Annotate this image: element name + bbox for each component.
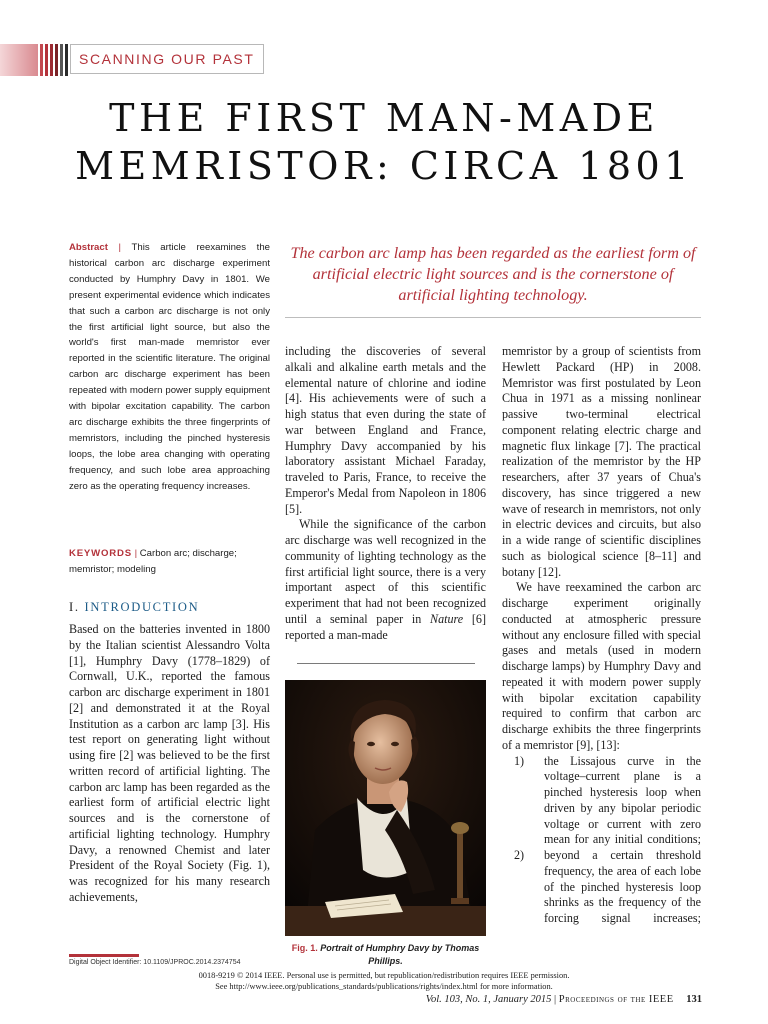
article-title bbox=[0, 94, 768, 190]
paragraph bbox=[285, 517, 486, 643]
journal-name: Nature bbox=[430, 611, 464, 626]
copyright-line-1: 0018-9219 © 2014 IEEE. Personal use is permitted, but republication/redistribution requires IEEE permission. bbox=[198, 971, 570, 980]
keywords bbox=[69, 546, 270, 577]
abstract bbox=[69, 240, 270, 495]
paragraph: memristor by a group of scientists from Hewlett Packard (HP) in 2008. Memristor was first postulated by Leon Chua in 1971 as a missing nonlinear passive two-terminal electrical component relating electric charge and magnetic flux linkage [7]. The practical realization of the memristor by the HP researchers, after 37 years of Chua's discovery, has since triggered a new wave of research in memristors, not only in electric devices and circuits, but also in a wide range of scientific disciplines such as biological science [8–11] and botany [12]. bbox=[502, 344, 701, 579]
list-item bbox=[502, 754, 701, 849]
pull-quote: The carbon arc lamp has been regarded as the earliest form of artificial electric light sources and is the cornerstone of artificial lighting technology. bbox=[290, 244, 696, 304]
title-line-2: MEMRISTOR: CIRCA 1801 bbox=[75, 144, 693, 188]
section-label: SCANNING OUR PAST bbox=[70, 44, 264, 74]
list-number: 2) bbox=[514, 848, 525, 862]
figure-label: Fig. 1. bbox=[291, 943, 318, 953]
abstract-separator: | bbox=[118, 242, 122, 253]
paragraph: including the discoveries of several alkali and alkaline earth metals and the elemental nature of chlorine and iodine [4]. His achievements were of such a high status that even during the state of war between England and France, Humphry Davy accompanied by his laboratory assistant Michael Faraday, traveled to Paris, France, to receive the Emperor's Medal from Napoleon in 1806 [5]. bbox=[285, 344, 486, 516]
portrait-painting bbox=[285, 680, 486, 936]
body-column-3 bbox=[502, 344, 701, 927]
title-line-1: THE FIRST MAN-MADE bbox=[109, 96, 659, 140]
column-divider bbox=[297, 663, 475, 664]
page-number: 131 bbox=[686, 994, 702, 1005]
copyright-line-2: See http://www.ieee.org/publications_standards/publications/rights/index.html for more information. bbox=[215, 981, 553, 991]
keywords-separator: | bbox=[134, 548, 138, 559]
volume-info: Vol. 103, No. 1, January 2015 bbox=[425, 994, 552, 1005]
figure-caption-text: Portrait of Humphry Davy by Thomas Phillips. bbox=[320, 943, 480, 966]
list-text: the Lissajous curve in the voltage–current plane is a pinched hysteresis loop when driven by any bipolar periodic voltage or current with zero mean for any initial conditions; bbox=[544, 753, 701, 847]
paragraph: We have reexamined the carbon arc discharge experiment originally conducted at atmospheric pressure without any enclosure filled with special gases and metals (used in modern discharge lamps) by Humphry Davy and repeated it with modern power supply with bipolar excitation capability required to confirm that carbon arc discharge exhibits the three fingerprints of a memristor [9], [13]: bbox=[502, 580, 701, 752]
abstract-label: Abstract bbox=[69, 242, 108, 253]
journal-name: Proceedings of the IEEE bbox=[558, 994, 674, 1005]
paragraph-text: While the significance of the carbon arc discharge was well recognized in the community of lighting technology as the first artificial light source, there is a very important aspect of this scientific experiment that had not been recognized until a seminal paper in bbox=[285, 517, 486, 626]
paragraph: Based on the batteries invented in 1800 by the Italian scientist Alessandro Volta [1], Humphry Davy (1778–1829) of Cornwall, U.K., reported the famous carbon arc discharge experiment in 1801 [2] and demonstrated it at the Royal Institution as a carbon arc lamp [3]. His test report on generating light without using fire [2] was believed to be the first written record of artificial lighting. The carbon arc lamp has been regarded as the earliest form of artificial electric light sources and is the cornerstone of artificial lighting technology. Humphry Davy, a renowned Chemist and later President of the Royal Society (Fig. 1), was recognized for his many research achievements, bbox=[69, 622, 270, 904]
list-item bbox=[502, 848, 701, 927]
abstract-text: This article reexamines the historical carbon arc discharge experiment conducted by Humphry Davy in 1801. We present experimental evidence which indicates that such a carbon arc discharge is not only the first artificial light source, but also the world's first man-made memristor ever reported in the scientific literature. The original carbon arc discharge experiment has been repeated with modern power supply equipment with bipolar excitation capability. The carbon arc discharge exhibits the three fingerprints of memristors, including the pinched hysteresis loops, the lobe area changing with operating frequency, and such lobe area approaching zero as the operating frequency increases. bbox=[69, 242, 270, 492]
footer-separator: | bbox=[554, 994, 557, 1005]
section-badge-stripes bbox=[0, 44, 70, 76]
copyright-notice bbox=[100, 971, 668, 992]
keywords-label: KEYWORDS bbox=[69, 548, 132, 559]
page-footer bbox=[426, 994, 702, 1005]
list-text: beyond a certain threshold frequency, the area of each lobe of the pinched hysteresis loop shrinks as the frequency of the forcing signal increases; bbox=[544, 848, 701, 925]
keywords-text: Carbon arc; discharge; memristor; modeling bbox=[69, 548, 237, 575]
portrait-figure bbox=[285, 680, 486, 936]
body-column-1 bbox=[69, 622, 270, 906]
doi: Digital Object Identifier: 10.1109/JPROC.2014.2374754 bbox=[69, 959, 241, 966]
pull-quote-divider bbox=[285, 317, 701, 318]
list-number: 1) bbox=[514, 753, 525, 768]
paragraph-text: [6] reported a man-made bbox=[285, 611, 486, 642]
section-title: INTRODUCTION bbox=[84, 600, 200, 614]
figure-caption bbox=[285, 942, 486, 968]
section-heading-introduction bbox=[69, 600, 270, 615]
body-column-2 bbox=[285, 344, 486, 643]
doi-accent-rule bbox=[69, 954, 139, 957]
section-number: I. bbox=[69, 600, 80, 614]
